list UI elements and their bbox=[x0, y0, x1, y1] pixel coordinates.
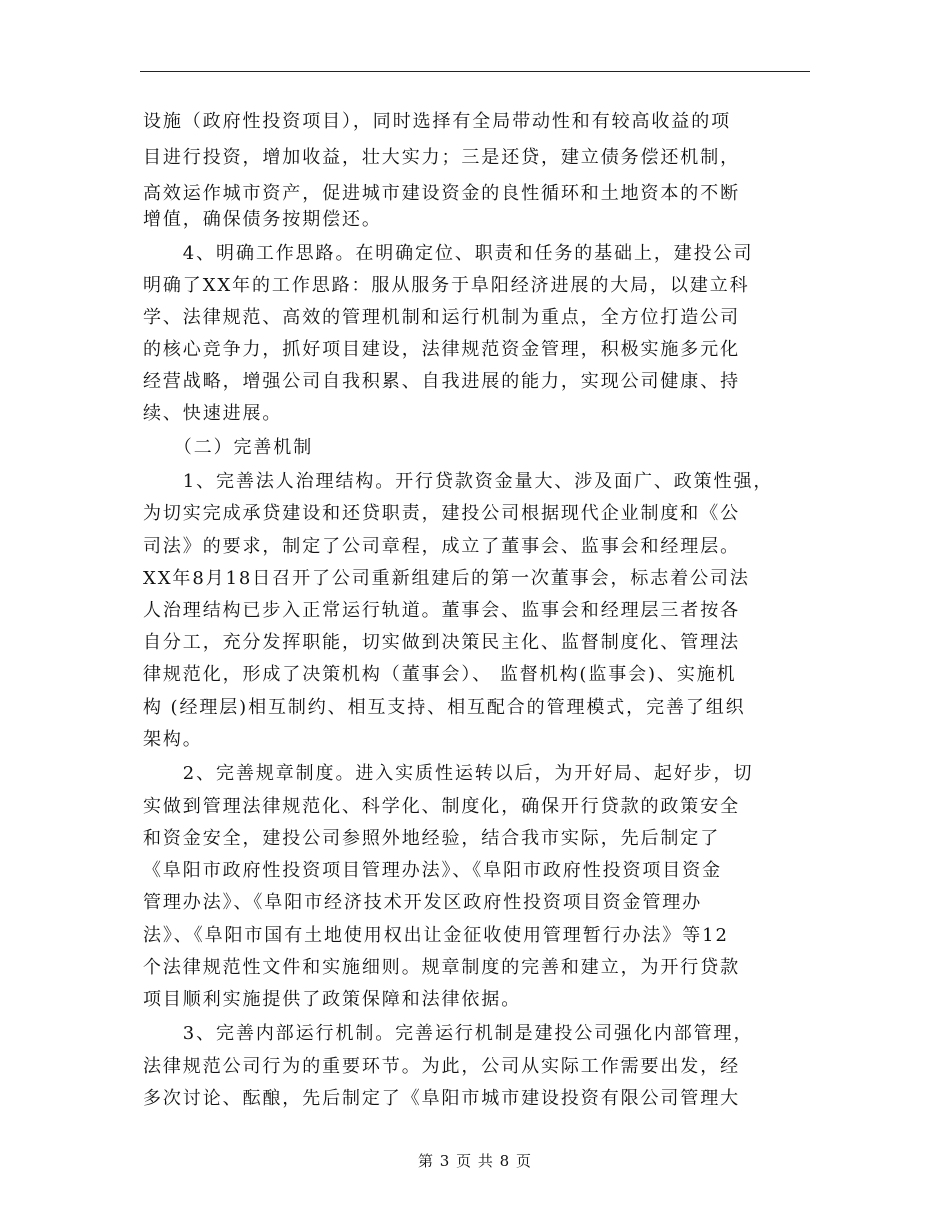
text-line: 项目顺利实施提供了政策保障和法律依据。 bbox=[143, 989, 522, 1010]
text-line: 2、完善规章制度。进入实质性运转以后，为开好局、起好步，切 bbox=[143, 763, 754, 784]
header-rule bbox=[140, 71, 810, 72]
text-line: 1、完善法人治理结构。开行贷款资金量大、涉及面广、政策性强， bbox=[143, 471, 774, 492]
text-line: 构 (经理层)相互制约、相互支持、相互配合的管理模式，完善了组织 bbox=[143, 697, 746, 718]
text-line: 个法律规范性文件和实施细则。规章制度的完善和建立，为开行贷款 bbox=[143, 957, 740, 978]
text-line: 多次讨论、酝酿，先后制定了《阜阳市城市建设投资有限公司管理大 bbox=[143, 1088, 740, 1109]
text-line: 司法》的要求，制定了公司章程，成立了董事会、监事会和经理层。 bbox=[143, 536, 740, 557]
text-line: 律规范化，形成了决策机构（董事会）、 监督机构(监事会)、实施机 bbox=[143, 664, 737, 685]
section-heading: （二）完善机制 bbox=[143, 437, 314, 458]
text-line: 法》、《阜阳市国有土地使用权出让金征收使用管理暂行办法》等12 bbox=[143, 925, 729, 946]
text-line: 3、完善内部运行机制。完善运行机制是建投公司强化内部管理， bbox=[143, 1023, 754, 1044]
text-line: 人治理结构已步入正常运行轨道。董事会、监事会和经理层三者按各 bbox=[143, 600, 740, 621]
text-line: 为切实完成承贷建设和还贷职责，建投公司根据现代企业制度和《公 bbox=[143, 503, 740, 524]
text-line: 明确了XX年的工作思路：服从服务于阜阳经济进展的大局，以建立科 bbox=[143, 275, 750, 296]
text-line: 4、明确工作思路。在明确定位、职责和任务的基础上，建投公司 bbox=[143, 243, 754, 264]
text-line: 和资金安全，建投公司参照外地经验，结合我市实际，先后制定了 bbox=[143, 828, 721, 849]
text-line: 实做到管理法律规范化、科学化、制度化，确保开行贷款的政策安全 bbox=[143, 796, 740, 817]
text-line: 架构。 bbox=[143, 729, 203, 750]
page-number: 第 3 页 共 8 页 bbox=[418, 1152, 532, 1170]
text-line: 的核心竞争力，抓好项目建设，法律规范资金管理，积极实施多元化 bbox=[143, 339, 740, 360]
text-line: 法律规范公司行为的重要环节。为此，公司从实际工作需要出发，经 bbox=[143, 1056, 740, 1077]
text-line: 学、法律规范、高效的管理机制和运行机制为重点，全方位打造公司 bbox=[143, 307, 740, 328]
text-line: 《阜阳市政府性投资项目管理办法》、《阜阳市政府性投资项目资金 bbox=[143, 860, 722, 881]
text-line: 目进行投资，增加收益，壮大实力；三是还贷，建立债务偿还机制， bbox=[143, 147, 740, 168]
text-line: 自分工，充分发挥职能，切实做到决策民主化、监督制度化、管理法 bbox=[143, 632, 740, 653]
text-line: 设施（政府性投资项目），同时选择有全局带动性和有较高收益的项 bbox=[143, 111, 731, 132]
text-line: 经营战略，增强公司自我积累、自我进展的能力，实现公司健康、持 bbox=[143, 371, 740, 392]
text-line: 高效运作城市资产，促进城市建设资金的良性循环和土地资本的不断 bbox=[143, 183, 740, 204]
text-line: XX年8月18日召开了公司重新组建后的第一次董事会，标志着公司法 bbox=[143, 568, 750, 589]
text-line: 增值，确保债务按期偿还。 bbox=[143, 209, 382, 230]
text-line: 管理办法》、《阜阳市经济技术开发区政府性投资项目资金管理办 bbox=[143, 892, 703, 913]
text-line: 续、快速进展。 bbox=[143, 403, 283, 424]
